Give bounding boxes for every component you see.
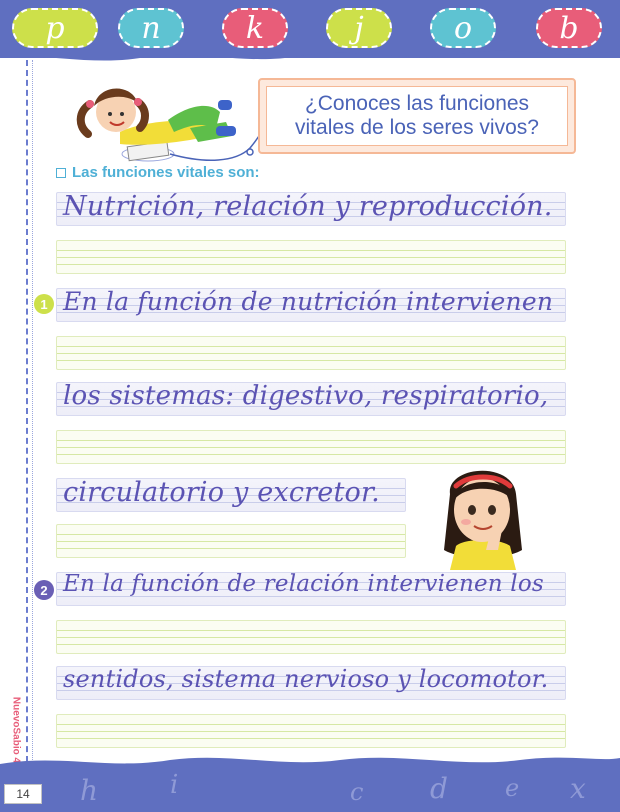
practice-row-4[interactable] [56,524,406,558]
handwriting-text-1: Nutrición, relación y reproducción. [63,191,553,222]
handwriting-text-4: circulatorio y excretor. [63,477,380,508]
item-number-1: 1 [34,294,54,314]
margin-line-dotted [32,60,33,772]
footer-letter-3: c [350,778,364,806]
footer-wave-decoration [0,752,620,772]
handwriting-row-2 [56,288,566,322]
letter-bubble-5: o [430,8,496,48]
handwriting-row-4 [56,478,406,512]
checkbox-icon [56,168,66,178]
practice-row-5[interactable] [56,620,566,654]
handwriting-row-5 [56,572,566,606]
practice-row-2[interactable] [56,336,566,370]
handwriting-text-3: los sistemas: digestivo, respiratorio, [63,381,549,411]
question-title-line-2: vitales de los seres vivos? [295,116,539,139]
handwriting-row-3 [56,382,566,416]
section-subtitle-text: Las funciones vitales son: [72,164,260,181]
practice-row-1[interactable] [56,240,566,274]
item-number-2: 2 [34,580,54,600]
question-title-inner [266,86,568,146]
header-band [0,0,620,58]
letter-bubble-3: k [222,8,288,48]
practice-row-3[interactable] [56,430,566,464]
footer-letter-4: d [430,772,448,805]
footer-band [0,764,620,812]
question-title-line-1: ¿Conoces las funciones [304,92,530,115]
handwriting-row-1 [56,192,566,226]
handwriting-text-2: En la función de nutrición intervienen [63,287,554,316]
letter-bubble-6: b [536,8,602,48]
page-number: 14 [4,784,42,804]
handwriting-row-6 [56,666,566,700]
footer-letter-1: h [80,774,99,807]
letter-bubble-2: n [118,8,184,48]
letter-bubble-1: p [12,8,98,48]
margin-line [26,60,28,772]
handwriting-text-6: sentidos, sistema nervioso y locomotor. [63,665,549,693]
footer-letter-6: x [570,772,586,805]
letter-bubble-4: j [326,8,392,48]
footer-letter-2: i [170,770,179,800]
section-subtitle [56,164,260,181]
question-title-box [258,78,576,154]
practice-row-6[interactable] [56,714,566,748]
footer-letter-5: e [505,774,520,802]
header-wave-decoration [0,40,620,68]
handwriting-text-5: En la función de relación intervienen los [63,571,544,597]
thinking-girl-illustration [436,460,528,570]
brand-text: NuevoSabio 4 [10,696,22,764]
